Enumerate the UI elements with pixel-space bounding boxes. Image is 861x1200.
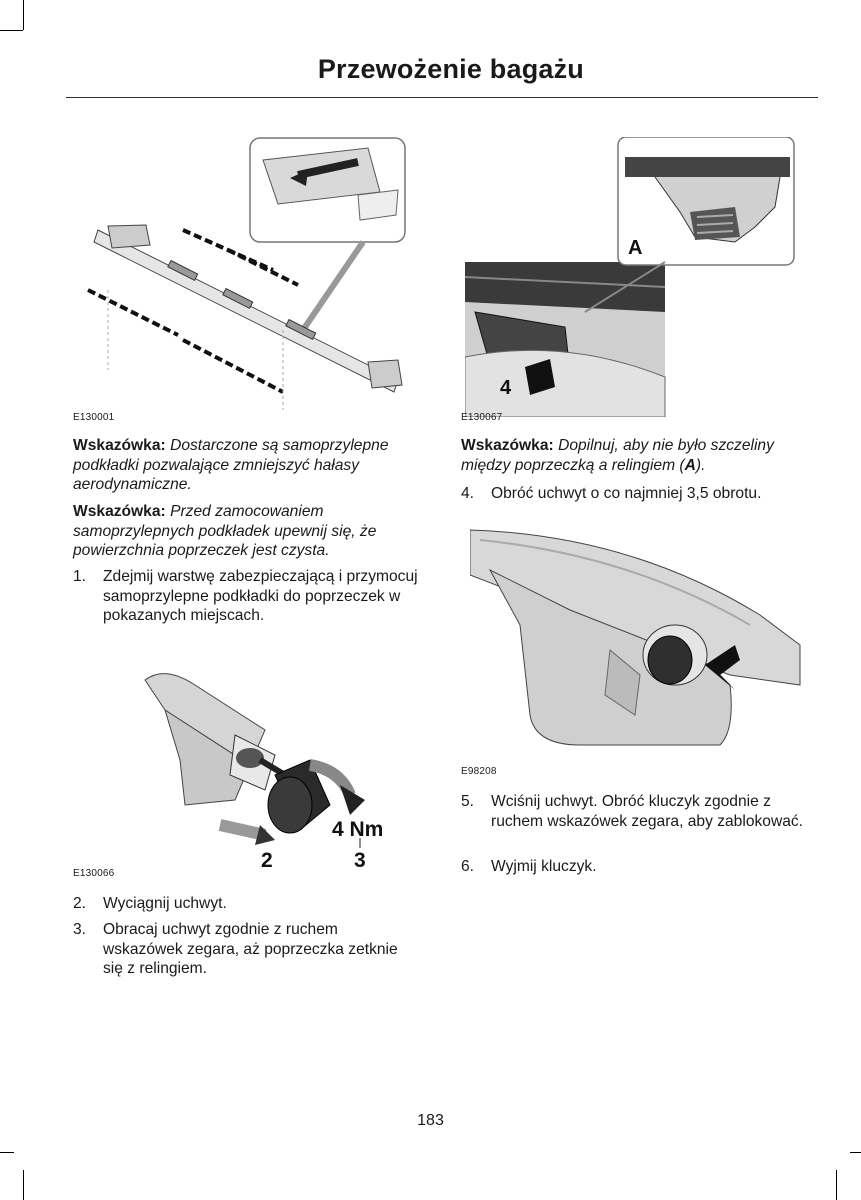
note-aerodynamic-pads (73, 436, 433, 495)
step-text: Obróć uchwyt o co najmniej 3,5 obrotu. (491, 485, 762, 502)
note-text: Dopilnuj, aby nie było szczeliny między poprzeczką a relingiem ( (461, 437, 774, 474)
label-step-4: 4 (500, 377, 512, 399)
step-number: 5. (461, 793, 475, 810)
page-number: 183 (417, 1112, 444, 1129)
label-a: A (628, 237, 643, 259)
step-text: Zdejmij warstwę zabezpieczającą i przymocuj samoprzylepne podkładki do poprzeczek w pokazanych miejscach. (103, 568, 418, 624)
figure-no-gap (465, 137, 800, 417)
note-ref: A (684, 456, 696, 474)
page-title: Przewożenie bagażu (317, 54, 584, 84)
figure-code-e98208: E98208 (461, 766, 497, 777)
figure-pull-handle (125, 660, 410, 875)
step-number: 1. (73, 568, 87, 585)
figure-code-e130067: E130067 (461, 412, 503, 423)
note-label: Wskazówka: (461, 437, 554, 454)
crop-mark-top-left-h (0, 30, 23, 31)
step-number: 6. (461, 858, 475, 875)
note-label: Wskazówka: (73, 437, 166, 454)
note-text: Przed zamocowaniem samoprzylepnych podkładek upewnij się, że powierzchnia poprzeczek jest czysta. (73, 503, 377, 559)
note-text-end: ). (695, 456, 706, 474)
note-text: Dostarczone są samoprzylepne podkładki pozwalające zmniejszyć hałasy aerodynamiczne. (73, 437, 389, 493)
crop-mark-bottom-left (23, 1170, 24, 1200)
note-clean-surface (73, 502, 433, 561)
step-text: Wyjmij kluczyk. (491, 858, 597, 875)
figure-pad-positions (68, 130, 413, 415)
header-rule (66, 97, 818, 98)
figure-code-e130066: E130066 (73, 868, 115, 879)
figure-code-e130001: E130001 (73, 412, 115, 423)
step-number: 4. (461, 485, 475, 502)
step-text: Wyciągnij uchwyt. (103, 895, 227, 912)
crop-mark-bottom-right-h (850, 1152, 861, 1153)
step-text: Obracaj uchwyt zgodnie z ruchem wskazówek zegara, aż poprzeczka zetknie się z relingiem. (103, 921, 398, 977)
crop-mark-bottom-left-h (0, 1152, 14, 1153)
crop-mark-top-left (23, 0, 24, 30)
crop-mark-bottom-right (836, 1170, 837, 1200)
label-torque: 4 Nm (332, 818, 384, 841)
step-text: Wciśnij uchwyt. Obróć kluczyk zgodnie z ruchem wskazówek zegara, aby zablokować. (491, 793, 804, 830)
step-number: 3. (73, 921, 87, 938)
note-no-gap (461, 436, 821, 475)
label-step-3: 3 (354, 849, 366, 872)
label-step-2: 2 (261, 849, 273, 872)
figure-push-handle (470, 515, 810, 755)
step-number: 2. (73, 895, 87, 912)
note-label: Wskazówka: (73, 503, 166, 520)
